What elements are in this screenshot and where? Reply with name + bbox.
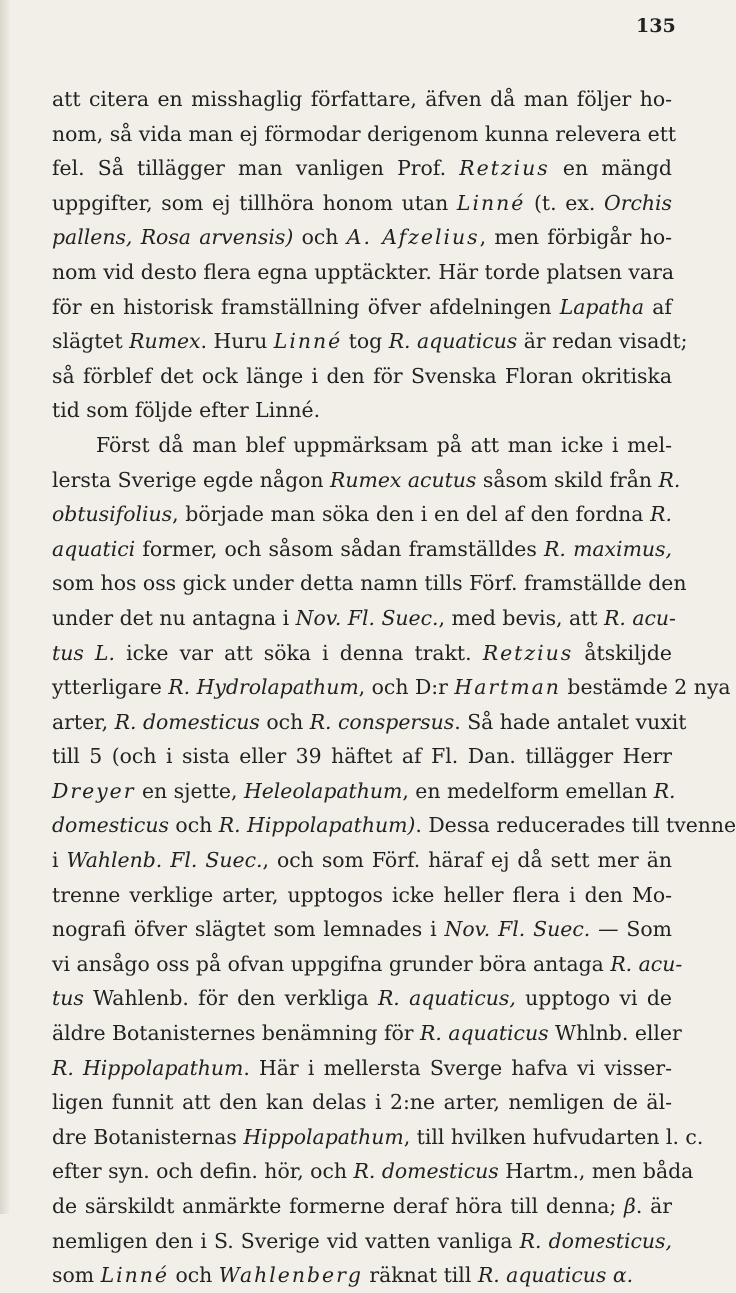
emphasized-text: R. maximus, — [544, 536, 672, 561]
text-run: , och D:r — [358, 675, 455, 700]
text-run: nemligen den i S. Sverige vid vatten vanliga — [52, 1228, 520, 1253]
emphasized-text: Dreyer — [52, 778, 136, 803]
text-line — [52, 1258, 672, 1293]
text-run: tog — [342, 329, 389, 354]
emphasized-text: A. Afzelius — [346, 225, 480, 250]
text-line — [52, 290, 672, 325]
emphasized-text: tus — [52, 986, 84, 1011]
text-run: för en historisk framställning öfver afdelningen — [52, 294, 560, 319]
text-line — [52, 912, 672, 947]
text-run: slägtet — [52, 329, 130, 354]
emphasized-text: Heleolapathum — [243, 778, 403, 803]
text-line — [52, 566, 687, 601]
text-run: upptogo vi de — [515, 986, 672, 1011]
text-line — [52, 1016, 682, 1051]
text-run: såsom skild från — [476, 467, 659, 492]
text-run: Whlnb. eller — [548, 1021, 682, 1046]
text-line — [52, 808, 736, 843]
emphasized-text: R. aquaticus, — [377, 986, 516, 1011]
emphasized-text: R. domesticus — [353, 1159, 499, 1184]
text-line — [52, 670, 731, 705]
text-run: . Här i mellersta Sverge hafva vi visser- — [243, 1055, 672, 1080]
emphasized-text: R. — [658, 467, 681, 492]
text-line — [52, 82, 672, 117]
text-run: , med bevis, att — [438, 605, 605, 630]
text-line — [52, 220, 672, 255]
text-run: och — [259, 709, 310, 734]
text-run: så förblef det ock länge i den för Svenska Floran okritiska — [52, 363, 672, 388]
text-run: nom vid desto flera egna upptäckter. Här torde platsen vara — [52, 259, 675, 284]
text-line — [52, 497, 672, 532]
text-run: trenne verklige arter, upptogos icke heller flera i den Mo- — [52, 882, 672, 907]
text-run: de särskildt anmärkte formerne deraf höra till denna; — [52, 1194, 625, 1218]
text-run: , började man söka den i en del af den fordna — [172, 502, 651, 527]
emphasized-text: pallens, Rosa arvensis) — [52, 225, 294, 250]
text-run: — Som — [590, 917, 673, 942]
text-run: en sjette, — [135, 778, 244, 803]
emphasized-text: obtusifolius — [52, 502, 173, 527]
emphasized-text: R. aquaticus — [388, 329, 518, 354]
text-line — [52, 463, 681, 498]
text-run: Hartm., men båda — [498, 1159, 694, 1184]
text-run: som — [52, 1263, 101, 1288]
text-run: i — [52, 848, 67, 873]
text-run: att citera en misshaglig författare, äfven då man följer ho- — [52, 87, 672, 111]
text-run: nom, så vida man ej förmodar derigenom kunna relevera ett — [52, 121, 677, 146]
emphasized-text: R. aquaticus α. — [477, 1263, 634, 1288]
text-line — [52, 843, 672, 878]
text-run: icke var att söka i denna trakt. — [114, 640, 483, 665]
emphasized-text: Rumex acutus — [330, 467, 477, 492]
text-line — [52, 186, 672, 221]
text-line — [52, 1189, 672, 1224]
emphasized-text: Orchis — [603, 190, 672, 215]
text-run: är redan visadt; — [517, 329, 688, 354]
emphasized-text: R. Hydrolapathum — [168, 675, 359, 700]
text-run: ytterligare — [52, 675, 169, 700]
text-line — [52, 1224, 672, 1259]
emphasized-text: aquatici — [52, 536, 136, 561]
text-line — [52, 981, 672, 1016]
emphasized-text: Retzius — [459, 156, 550, 181]
text-line — [52, 1085, 672, 1120]
text-line — [52, 1154, 694, 1189]
emphasized-text: R. — [650, 502, 672, 527]
text-run: nografi öfver slägtet som lemnades i — [52, 917, 445, 942]
text-run: . är — [635, 1194, 672, 1218]
text-run: , en medelform emellan — [402, 778, 654, 803]
emphasized-text: Rumex — [129, 329, 201, 354]
emphasized-text: R. conspersus — [309, 709, 455, 734]
emphasized-text: domesticus — [52, 813, 169, 838]
text-run: former, och såsom sådan framställdes — [135, 536, 545, 561]
text-line — [52, 636, 672, 671]
text-run: till 5 (och i sista eller 39 häftet af Fl. Dan. tillägger Herr — [52, 744, 672, 769]
page-number: 135 — [636, 15, 676, 37]
text-run: Wahlenb. för den verkliga — [83, 986, 378, 1011]
text-line — [52, 324, 688, 359]
text-run: , och som Förf. häraf ej då sett mer än — [262, 848, 672, 873]
emphasized-text: R. Hippolapathum — [52, 1055, 244, 1080]
text-run: , till hvilken hufvudarten l. c. — [403, 1124, 704, 1149]
text-run: och — [293, 225, 347, 250]
text-run: äldre Botanisternes benämning för — [52, 1021, 421, 1046]
text-line — [52, 1120, 704, 1155]
text-run: åtskiljde — [573, 640, 673, 665]
text-run: räknat till — [362, 1263, 478, 1288]
emphasized-text: Hartman — [454, 675, 561, 700]
text-run: fel. Så tillägger man vanligen Prof. — [52, 156, 460, 181]
text-run: uppgifter, som ej tillhöra honom utan — [52, 190, 457, 215]
text-line — [52, 1051, 672, 1086]
text-run: och — [168, 813, 219, 838]
text-run: tid som följde efter Linné. — [52, 398, 321, 423]
text-line — [52, 774, 676, 809]
text-line — [52, 117, 677, 152]
body-text — [52, 82, 736, 1293]
emphasized-text: β — [624, 1194, 636, 1218]
text-line — [52, 393, 672, 428]
text-run: som hos oss gick under detta namn tills Förf. framställde den — [52, 571, 687, 596]
text-line — [52, 151, 672, 186]
text-line — [52, 601, 676, 636]
text-run: en mängd — [549, 156, 672, 181]
text-run: efter syn. och defin. hör, och — [52, 1159, 354, 1184]
text-run: . Så hade antalet vuxit — [454, 709, 687, 734]
text-run: under det nu antagna i — [52, 605, 296, 630]
emphasized-text: R. acu- — [604, 605, 676, 630]
emphasized-text: R. acu- — [610, 951, 683, 976]
emphasized-text: R. Hippolapathum) — [218, 813, 416, 838]
emphasized-text: Hippolapathum — [243, 1124, 404, 1149]
text-line — [52, 428, 672, 463]
text-line — [52, 739, 672, 774]
emphasized-text: R. domesticus — [114, 709, 260, 734]
text-line — [52, 255, 675, 290]
emphasized-text: R. — [653, 778, 676, 803]
emphasized-text: R. domesticus, — [519, 1228, 673, 1253]
text-run: vi ansågo oss på ofvan uppgifna grunder böra antaga — [52, 951, 611, 976]
text-run: och — [168, 1263, 219, 1288]
emphasized-text: Wahlenberg — [218, 1263, 363, 1288]
emphasized-text: Nov. Fl. Suec. — [295, 605, 439, 630]
emphasized-text: tus L. — [52, 640, 115, 665]
emphasized-text: Linné — [456, 190, 526, 215]
text-run: ligen funnit att den kan delas i 2:ne arter, nemligen de äl- — [52, 1090, 672, 1115]
text-run: . Huru — [200, 329, 274, 354]
text-run: Först då man blef uppmärksam på att man icke i mel- — [96, 432, 672, 457]
text-run: (t. ex. — [525, 190, 604, 215]
text-line — [52, 359, 672, 394]
text-run: arter, — [52, 709, 115, 734]
text-line — [52, 947, 683, 982]
emphasized-text: Retzius — [482, 640, 574, 665]
text-line — [52, 705, 687, 740]
text-run: , men förbigår ho- — [479, 225, 672, 250]
text-run: . Dessa reducerades till tvenne — [415, 813, 736, 838]
text-line — [52, 532, 672, 567]
text-run: af — [644, 294, 672, 319]
emphasized-text: Linné — [100, 1263, 169, 1288]
emphasized-text: Nov. Fl. Suec. — [444, 917, 591, 942]
text-run: bestämde 2 nya — [560, 675, 731, 700]
emphasized-text: R. aquaticus — [420, 1021, 549, 1046]
emphasized-text: Linné — [273, 329, 343, 354]
emphasized-text: Lapatha — [559, 294, 645, 319]
text-line — [52, 878, 672, 913]
text-run: lersta Sverige egde någon — [52, 467, 331, 492]
text-run: dre Botanisternas — [52, 1124, 244, 1149]
emphasized-text: Wahlenb. Fl. Suec. — [66, 848, 263, 873]
